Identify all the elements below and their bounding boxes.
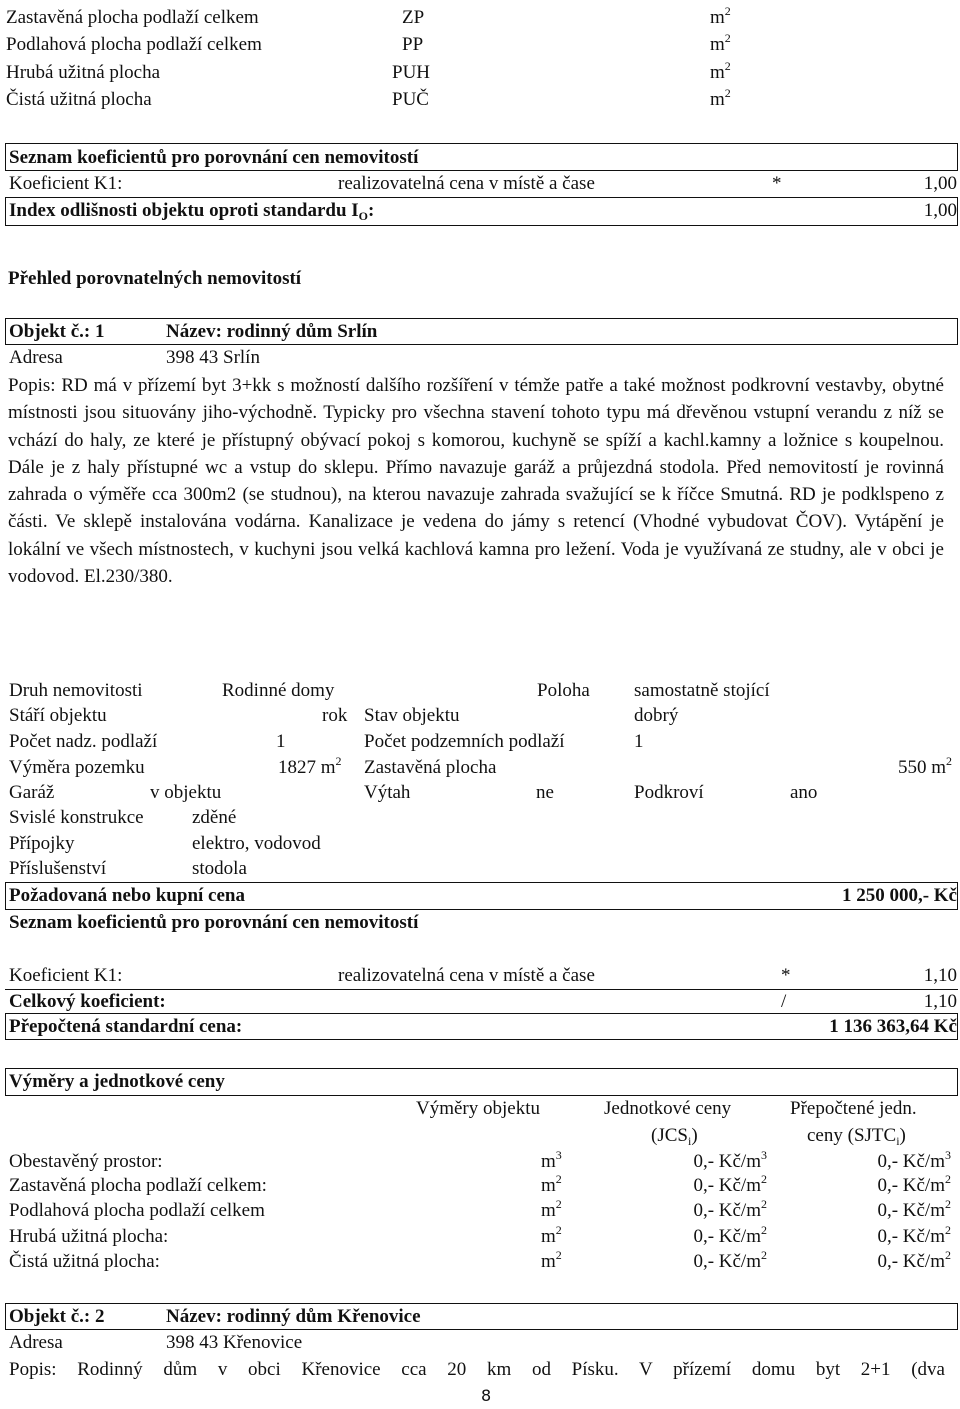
param-label: Podkroví [634, 782, 704, 803]
param-value: rok [322, 705, 348, 726]
area-unit: $m^2$ [710, 4, 731, 28]
object-header-box [5, 318, 958, 345]
param-label: Svislé konstrukce [9, 807, 144, 828]
index-value: 1,00 [923, 200, 957, 221]
param-value: 1 [634, 731, 644, 752]
k1-value: 1,00 [923, 173, 957, 194]
unit-prices-title: Výměry a jednotkové ceny [9, 1071, 225, 1092]
param-value: v objektu [150, 782, 222, 803]
object-number: Objekt č.: 2 [9, 1306, 105, 1327]
section-title-overview: Přehled porovnatelných nemovitostí [8, 268, 302, 289]
k1-label: Koeficient K1: [9, 173, 123, 194]
object-number: Objekt č.: 1 [9, 321, 105, 342]
param-value: dobrý [634, 705, 679, 726]
k1-operator: * [781, 965, 791, 986]
coef-title: Seznam koeficientů pro porovnání cen nemovitostí [9, 912, 419, 933]
column-header: Výměry objektu [416, 1098, 541, 1119]
object-header-box [5, 1303, 958, 1330]
row-sjtc: 0,- $Kč/m^2$ [877, 1172, 951, 1196]
column-header: Přepočtené jedn. [790, 1098, 917, 1119]
param-label: Přípojky [9, 833, 75, 854]
k1-label: Koeficient K1: [9, 965, 123, 986]
std-price-value: 1 136 363,64 Kč [829, 1016, 957, 1037]
coef-title: Seznam koeficientů pro porovnání cen nemovitostí [9, 147, 419, 168]
row-label: Zastavěná plocha podlaží celkem: [9, 1175, 267, 1196]
param-label: Poloha [537, 680, 590, 701]
area-unit: $m^2$ [710, 86, 731, 110]
param-label: Zastavěná plocha [364, 757, 497, 778]
k1-description: realizovatelná cena v místě a čase [338, 965, 595, 986]
param-value: ano [790, 782, 818, 803]
row-jcs: 0,- $Kč/m^2$ [693, 1197, 767, 1221]
area-label: Čistá užitná plocha [6, 89, 152, 110]
column-header: $(JCS_i)$ [651, 1125, 698, 1148]
row-label: Obestavěný prostor: [9, 1151, 163, 1172]
row-unit: $m^3$ [541, 1148, 562, 1172]
row-label: Čistá užitná plocha: [9, 1251, 160, 1272]
area-label: Hrubá užitná plocha [6, 62, 161, 83]
address-value: 398 43 Křenovice [166, 1332, 303, 1353]
object-name: Název: rodinný dům Křenovice [166, 1306, 421, 1327]
param-label: Stáří objektu [9, 705, 107, 726]
area-code: PP [402, 34, 424, 55]
k1-value: 1,10 [923, 965, 957, 986]
object-description: Popis: RD má v přízemí byt 3+kk s možností dalšího rozšíření v témže patře a také možnost podkrovní vestavby, obytné místnosti jsou situovány jiho-východně. Typicky pro všechna stavení tohoto typu má dřevěnou vstupní verandu z níž se vchází do haly, ze které je přístupný obývací pokoj s komorou, kuchyně se spíží a kachl.kamny a ložnice s koupelnou. Dále je z haly přístupné wc a vstup do sklepu. Přímo navazuje garáž a průjezdná stodola. Před nemovitostí je rovinná zahrada o výměře cca 300m2 (se studnou), na kterou navazuje zahrada svažující se k říčce Smutná. RD je podklspeno z části. Ve sklepě instalována vodárna. Kanalizace je vedena do jámy s retencí (Vhodné vybudovat ČOV). Vytápění je lokální ve všech místnostech, v kuchyni jsou velká kachlová kamna pro ležení. Voda je využívaná ze studny, ale v obci je vodovod. El.230/380. [8, 375, 944, 588]
row-label: Podlahová plocha podlaží celkem [9, 1200, 265, 1221]
area-label: Zastavěná plocha podlaží celkem [6, 7, 259, 28]
price-label: Požadovaná nebo kupní cena [9, 885, 245, 906]
address-label: Adresa [9, 1332, 63, 1353]
row-unit: $m^2$ [541, 1223, 562, 1247]
param-label: Stav objektu [364, 705, 460, 726]
row-unit: $m^2$ [541, 1248, 562, 1272]
std-price-label: Přepočtená standardní cena: [9, 1016, 243, 1037]
address-label: Adresa [9, 347, 63, 368]
address-value: 398 43 Srlín [166, 347, 260, 368]
row-unit: $m^2$ [541, 1172, 562, 1196]
row-sjtc: 0,- $Kč/m^2$ [877, 1248, 951, 1272]
object-name: Název: rodinný dům Srlín [166, 321, 378, 342]
row-sjtc: 0,- $Kč/m^2$ [877, 1223, 951, 1247]
param-value: stodola [192, 858, 247, 879]
param-value: elektro, vodovod [192, 833, 321, 854]
row-sjtc: 0,- $Kč/m^2$ [877, 1197, 951, 1221]
object-description: Popis: Rodinný dům v obci Křenovice cca 20 km od Písku. V přízemí domu byt 2+1 (dva [9, 1359, 945, 1380]
area-label: Podlahová plocha podlaží celkem [6, 34, 262, 55]
column-header: Jednotkové ceny [604, 1098, 732, 1119]
row-label: Hrubá užitná plocha: [9, 1226, 169, 1247]
param-value: 1827 $m^2$ [278, 754, 342, 778]
param-value: Rodinné domy [222, 680, 335, 701]
row-jcs: 0,- $Kč/m^3$ [693, 1148, 767, 1172]
area-unit: $m^2$ [710, 31, 731, 55]
param-value: 1 [276, 731, 286, 752]
total-coef-label: Celkový koeficient: [9, 991, 166, 1012]
param-label: Garáž [9, 782, 55, 803]
param-value: 550 $m^2$ [897, 754, 952, 778]
area-unit: $m^2$ [710, 59, 731, 83]
param-label: Výměra pozemku [9, 757, 145, 778]
param-value: ne [536, 782, 554, 803]
area-code: ZP [402, 7, 425, 28]
param-label: Počet podzemních podlaží [364, 731, 565, 752]
total-coef-operator: / [781, 991, 787, 1012]
index-label: Index odlišnosti objektu oproti standardu $I_O$: [9, 200, 375, 223]
row-jcs: 0,- $Kč/m^2$ [693, 1248, 767, 1272]
param-label: Počet nadz. podlaží [9, 731, 158, 752]
param-label: Výtah [364, 782, 411, 803]
price-value: 1 250 000,- Kč [841, 885, 957, 906]
param-label: Příslušenství [9, 858, 107, 879]
total-coef-value: 1,10 [923, 991, 957, 1012]
k1-description: realizovatelná cena v místě a čase [338, 173, 595, 194]
page-number: 8 [481, 1386, 492, 1405]
row-sjtc: 0,- $Kč/m^3$ [877, 1148, 951, 1172]
column-header: ceny $(SJTC_i)$ [807, 1125, 906, 1148]
row-unit: $m^2$ [541, 1197, 562, 1221]
area-code: PUČ [392, 89, 429, 110]
row-jcs: 0,- $Kč/m^2$ [693, 1172, 767, 1196]
row-jcs: 0,- $Kč/m^2$ [693, 1223, 767, 1247]
param-label: Druh nemovitosti [9, 680, 143, 701]
param-value: samostatně stojící [634, 680, 770, 701]
area-code: PUH [392, 62, 431, 83]
param-value: zděné [192, 807, 237, 828]
k1-operator: * [772, 173, 782, 194]
